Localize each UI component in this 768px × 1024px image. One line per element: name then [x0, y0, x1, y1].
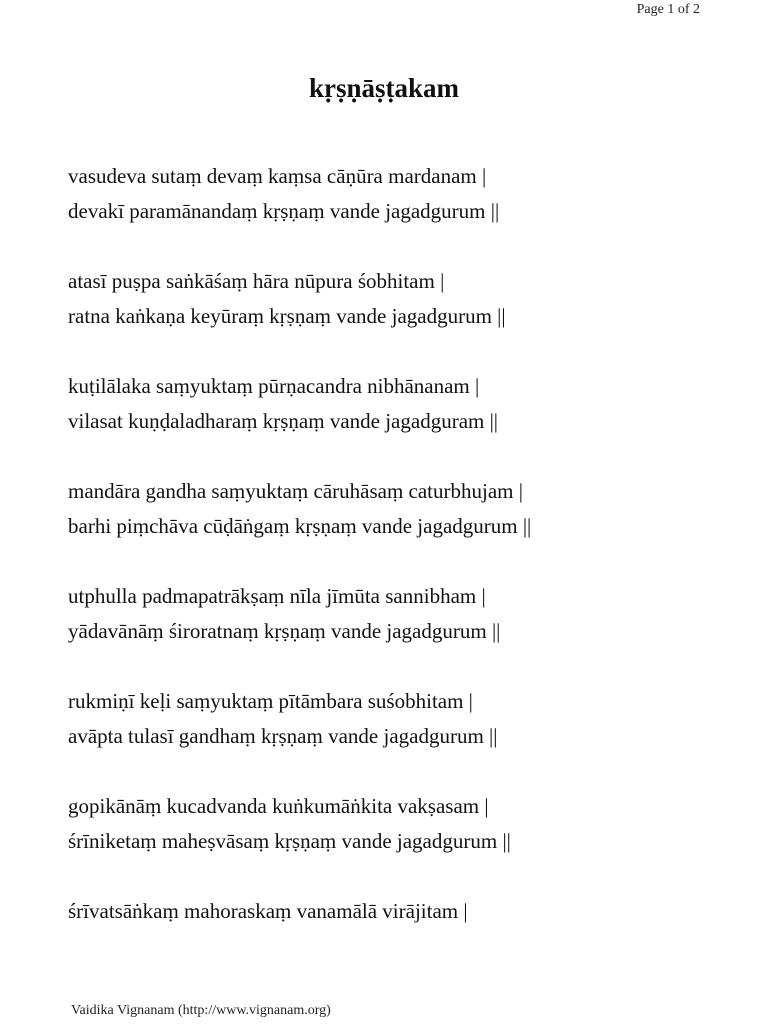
document-title: kṛṣṇāṣṭakam	[308, 73, 460, 103]
verse-line: rukmiṇī keḷi saṃyuktaṃ pītāmbara suśobhitam |	[68, 689, 473, 713]
verse-line: śrīniketaṃ maheṣvāsaṃ kṛṣṇaṃ vande jagadgurum ||	[68, 829, 511, 853]
verse-line: ratna kaṅkaṇa keyūraṃ kṛṣṇaṃ vande jagadgurum ||	[68, 304, 506, 328]
verse-line: mandāra gandha saṃyuktaṃ cāruhāsaṃ caturbhujam |	[68, 479, 523, 503]
verse-line: vasudeva sutaṃ devaṃ kaṃsa cāṇūra mardanam |	[68, 164, 487, 188]
verse-5	[68, 579, 708, 649]
verse-line: śrīvatsāṅkaṃ mahoraskaṃ vanamālā virājitam |	[68, 899, 468, 923]
verse-line: barhi piṃchāva cūḍāṅgaṃ kṛṣṇaṃ vande jagadgurum ||	[68, 514, 532, 538]
verses-container	[68, 159, 708, 964]
verse-6	[68, 684, 708, 754]
verse-line: vilasat kuṇḍaladharaṃ kṛṣṇaṃ vande jagadguram ||	[68, 409, 499, 433]
verse-7	[68, 789, 708, 859]
page-number: Page 1 of 2	[636, 2, 700, 17]
verse-line: utphulla padmapatrākṣaṃ nīla jīmūta sannibham |	[68, 584, 486, 608]
verse-line: avāpta tulasī gandhaṃ kṛṣṇaṃ vande jagadgurum ||	[68, 724, 498, 748]
verse-2	[68, 264, 708, 334]
verse-line: yādavānāṃ śiroratnaṃ kṛṣṇaṃ vande jagadgurum ||	[68, 619, 501, 643]
verse-1	[68, 159, 708, 229]
verse-4	[68, 474, 708, 544]
verse-line: kuṭilālaka saṃyuktaṃ pūrṇacandra nibhānanam |	[68, 374, 480, 398]
verse-3	[68, 369, 708, 439]
footer-source: Vaidika Vignanam (http://www.vignanam.org)	[71, 1003, 331, 1018]
verse-line: devakī paramānandaṃ kṛṣṇaṃ vande jagadgurum ||	[68, 199, 500, 223]
verse-line: atasī puṣpa saṅkāśaṃ hāra nūpura śobhitam |	[68, 269, 445, 293]
verse-8	[68, 894, 708, 929]
verse-line: gopikānāṃ kucadvanda kuṅkumāṅkita vakṣasam |	[68, 794, 489, 818]
